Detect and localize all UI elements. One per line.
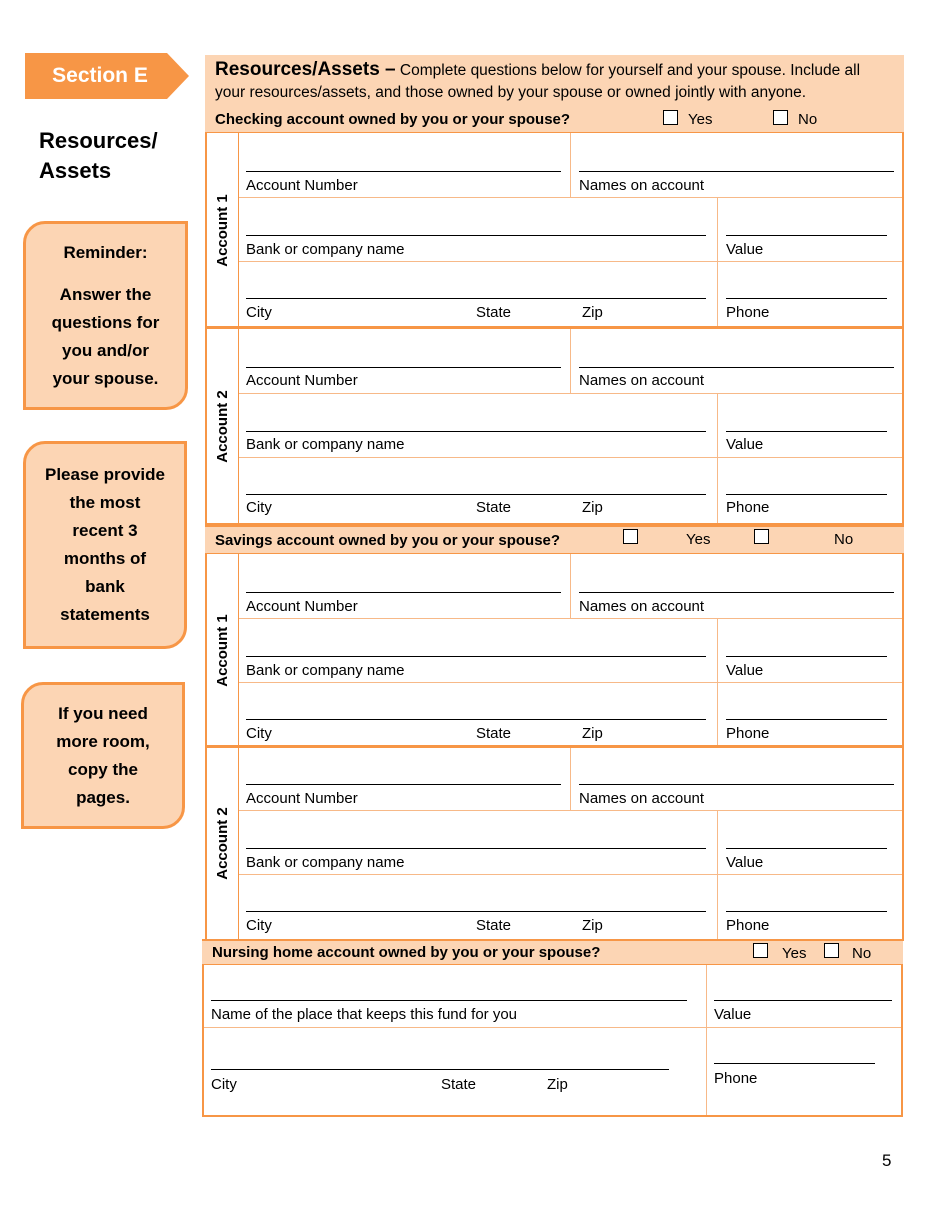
nursing-value-line[interactable] bbox=[714, 1000, 892, 1001]
account-separator bbox=[205, 745, 904, 748]
nursing-zip-label: Zip bbox=[547, 1076, 568, 1093]
value-label: Value bbox=[726, 854, 764, 871]
row-divider bbox=[239, 810, 902, 811]
form-title: Resources/Assets – bbox=[215, 59, 396, 80]
nursing-yes-checkbox[interactable] bbox=[753, 943, 768, 958]
checking-account-1-label: Account 1 bbox=[207, 133, 239, 327]
bank-name-label: Bank or company name bbox=[246, 854, 405, 871]
col-divider bbox=[706, 965, 707, 1115]
checking-question-bar bbox=[205, 106, 904, 133]
section-tab bbox=[25, 53, 189, 99]
zip-label: Zip bbox=[582, 304, 603, 321]
account-number-label: Account Number bbox=[246, 177, 358, 194]
nursing-no-checkbox[interactable] bbox=[824, 943, 839, 958]
city-label: City bbox=[246, 917, 272, 934]
names-on-account-label: Names on account bbox=[579, 790, 705, 807]
page-number: 5 bbox=[882, 1151, 892, 1170]
bank-name-line[interactable] bbox=[246, 656, 706, 657]
checking-question: Checking account owned by you or your spouse? bbox=[215, 110, 571, 128]
value-line[interactable] bbox=[726, 431, 887, 432]
nursing-value-label: Value bbox=[714, 1006, 752, 1023]
account-number-line[interactable] bbox=[246, 592, 561, 593]
zip-label: Zip bbox=[582, 917, 603, 934]
nursing-question: Nursing home account owned by you or your spouse? bbox=[212, 944, 601, 961]
address-line[interactable] bbox=[246, 719, 706, 720]
row-divider bbox=[239, 618, 902, 619]
names-on-account-line[interactable] bbox=[579, 171, 894, 172]
place-name-line[interactable] bbox=[211, 1000, 687, 1001]
names-on-account-label: Names on account bbox=[579, 372, 705, 389]
value-line[interactable] bbox=[726, 235, 887, 236]
row-divider bbox=[204, 1027, 901, 1028]
address-line[interactable] bbox=[246, 494, 706, 495]
row-divider bbox=[239, 197, 902, 198]
row-divider bbox=[239, 682, 902, 683]
form-instructions: Complete questions below for yourself and your spouse. Include all your resources/assets, and those owned by your spouse or owned jointly with anyone. bbox=[215, 62, 861, 101]
value-label: Value bbox=[726, 436, 764, 453]
city-label: City bbox=[246, 499, 272, 516]
nursing-state-label: State bbox=[441, 1076, 477, 1093]
nursing-question-bar bbox=[202, 939, 903, 965]
address-line[interactable] bbox=[246, 298, 706, 299]
reminder-box bbox=[23, 221, 188, 410]
col-divider bbox=[717, 197, 718, 327]
value-label: Value bbox=[726, 662, 764, 679]
col-divider bbox=[717, 618, 718, 746]
phone-label: Phone bbox=[726, 304, 770, 321]
checking-account-2-label: Account 2 bbox=[207, 329, 239, 523]
section-label: Section E bbox=[52, 64, 148, 87]
reminder-heading: Reminder: bbox=[63, 242, 148, 262]
names-on-account-label: Names on account bbox=[579, 598, 705, 615]
names-on-account-line[interactable] bbox=[579, 592, 894, 593]
state-label: State bbox=[476, 499, 512, 516]
nursing-no-label: No bbox=[852, 945, 872, 962]
state-label: State bbox=[476, 304, 512, 321]
city-label: City bbox=[246, 725, 272, 742]
statements-note-box bbox=[23, 441, 187, 649]
phone-line[interactable] bbox=[726, 719, 887, 720]
phone-line[interactable] bbox=[726, 494, 887, 495]
address-line[interactable] bbox=[246, 911, 706, 912]
savings-yes-checkbox[interactable] bbox=[623, 529, 638, 544]
state-label: State bbox=[476, 725, 512, 742]
bank-name-line[interactable] bbox=[246, 431, 706, 432]
city-label: City bbox=[246, 304, 272, 321]
value-line[interactable] bbox=[726, 848, 887, 849]
account-number-line[interactable] bbox=[246, 367, 561, 368]
bank-name-line[interactable] bbox=[246, 848, 706, 849]
nursing-address-line[interactable] bbox=[211, 1069, 669, 1070]
row-divider bbox=[239, 393, 902, 394]
checking-no-label: No bbox=[798, 111, 818, 128]
col-divider bbox=[570, 133, 571, 197]
checking-yes-checkbox[interactable] bbox=[663, 110, 678, 125]
names-on-account-line[interactable] bbox=[579, 784, 894, 785]
bank-name-label: Bank or company name bbox=[246, 241, 405, 258]
nursing-yes-label: Yes bbox=[782, 945, 807, 962]
value-label: Value bbox=[726, 241, 764, 258]
copy-note: If you need more room, copy the pages. bbox=[56, 703, 150, 807]
form-header bbox=[205, 55, 904, 107]
resources-form bbox=[205, 55, 904, 1117]
nursing-phone-label: Phone bbox=[714, 1070, 758, 1087]
row-divider bbox=[239, 874, 902, 875]
phone-label: Phone bbox=[726, 499, 770, 516]
savings-yes-label: Yes bbox=[686, 531, 711, 548]
phone-line[interactable] bbox=[726, 911, 887, 912]
phone-label: Phone bbox=[726, 725, 770, 742]
bank-name-line[interactable] bbox=[246, 235, 706, 236]
value-line[interactable] bbox=[726, 656, 887, 657]
savings-no-label: No bbox=[834, 531, 854, 548]
savings-question-bar bbox=[205, 525, 904, 554]
phone-line[interactable] bbox=[726, 298, 887, 299]
nursing-city-label: City bbox=[211, 1076, 237, 1093]
zip-label: Zip bbox=[582, 499, 603, 516]
account-number-line[interactable] bbox=[246, 784, 561, 785]
savings-no-checkbox[interactable] bbox=[754, 529, 769, 544]
bank-name-label: Bank or company name bbox=[246, 662, 405, 679]
savings-account-2-label: Account 2 bbox=[207, 748, 239, 939]
col-divider bbox=[570, 329, 571, 393]
account-number-label: Account Number bbox=[246, 598, 358, 615]
col-divider bbox=[570, 748, 571, 810]
checking-yes-label: Yes bbox=[688, 111, 713, 128]
phone-label: Phone bbox=[726, 917, 770, 934]
place-name-label: Name of the place that keeps this fund for you bbox=[211, 1006, 518, 1023]
account-number-label: Account Number bbox=[246, 790, 358, 807]
bank-name-label: Bank or company name bbox=[246, 436, 405, 453]
account-separator bbox=[205, 326, 904, 329]
names-on-account-label: Names on account bbox=[579, 177, 705, 194]
account-number-line[interactable] bbox=[246, 171, 561, 172]
col-divider bbox=[717, 393, 718, 523]
statements-note: Please provide the most recent 3 months of bank statements bbox=[44, 465, 165, 624]
row-divider bbox=[239, 261, 902, 262]
nursing-phone-line[interactable] bbox=[714, 1063, 875, 1064]
row-divider bbox=[239, 457, 902, 458]
zip-label: Zip bbox=[582, 725, 603, 742]
sidebar-title: Resources/ Assets bbox=[39, 128, 158, 183]
copy-note-box bbox=[21, 682, 185, 829]
state-label: State bbox=[476, 917, 512, 934]
names-on-account-line[interactable] bbox=[579, 367, 894, 368]
checking-no-checkbox[interactable] bbox=[773, 110, 788, 125]
account-number-label: Account Number bbox=[246, 372, 358, 389]
savings-question: Savings account owned by you or your spouse? bbox=[215, 531, 561, 549]
col-divider bbox=[570, 554, 571, 618]
savings-frame bbox=[205, 525, 904, 941]
col-divider bbox=[717, 810, 718, 939]
reminder-text: Answer the questions for you and/or your spouse. bbox=[51, 284, 160, 388]
savings-account-1-label: Account 1 bbox=[207, 554, 239, 746]
